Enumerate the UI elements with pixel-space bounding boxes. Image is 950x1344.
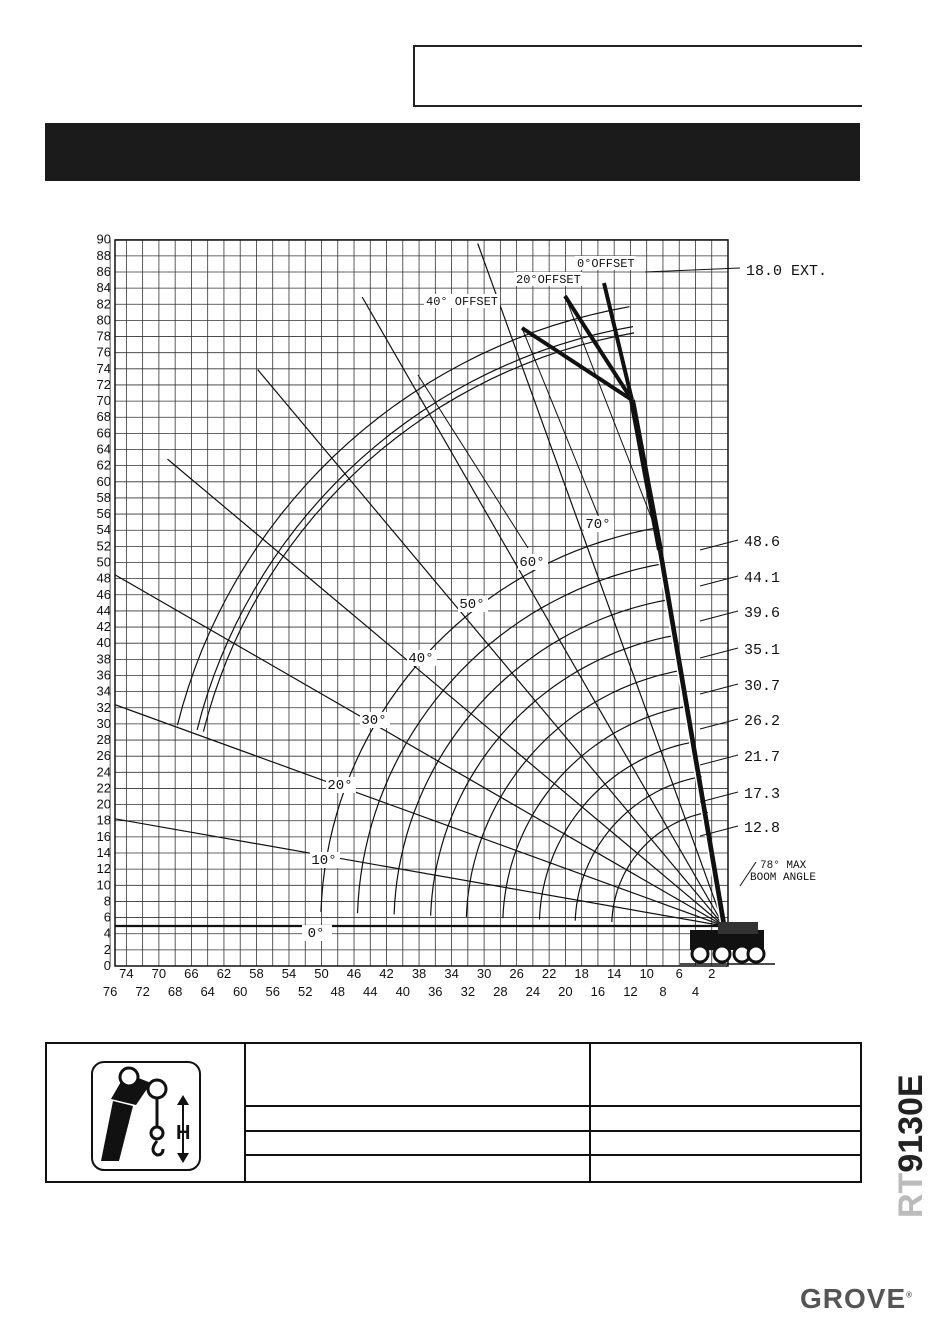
y-tick-label: 88 xyxy=(96,247,111,263)
y-tick-label: 90 xyxy=(96,231,111,247)
y-tick-label: 76 xyxy=(96,344,111,360)
x-tick-label-lower: 4 xyxy=(691,984,700,999)
x-tick-label-lower: 56 xyxy=(265,984,280,999)
y-tick-label: 66 xyxy=(96,425,111,441)
y-tick-label: 8 xyxy=(103,893,111,909)
x-tick-label-lower: 48 xyxy=(330,984,345,999)
y-tick-label: 84 xyxy=(96,280,111,296)
y-tick-label: 18 xyxy=(96,812,111,828)
angle-label: 30° xyxy=(361,713,387,729)
boom-height-icon xyxy=(91,1061,201,1171)
y-tick-label: 42 xyxy=(96,619,111,635)
svg-text:RT9130E: RT9130E xyxy=(892,1074,930,1218)
y-tick-label: 74 xyxy=(96,360,111,376)
y-tick-label: 4 xyxy=(103,925,111,941)
x-tick-label-upper: 54 xyxy=(281,966,297,981)
crane-wheel xyxy=(692,946,708,962)
x-tick-label-upper: 34 xyxy=(444,966,459,981)
boom-length-leader xyxy=(700,576,738,586)
angle-label: 60° xyxy=(519,555,545,571)
boom-length-label: 17.3 xyxy=(744,786,781,803)
boom-length-leader xyxy=(700,611,738,621)
x-tick-label-lower: 76 xyxy=(102,984,118,999)
x-tick-label-lower: 16 xyxy=(590,984,606,999)
boom-length-arc xyxy=(575,777,701,921)
y-tick-label: 26 xyxy=(96,748,111,764)
boom-length-arc xyxy=(466,670,682,917)
boom-length-arc xyxy=(503,706,689,918)
x-tick-label-lower: 12 xyxy=(623,984,638,999)
x-tick-label-upper: 14 xyxy=(606,966,622,981)
x-tick-label-upper: 74 xyxy=(119,966,134,981)
model-side-label xyxy=(878,1040,938,1220)
table-vline-2 xyxy=(589,1044,591,1181)
x-tick-label-lower: 8 xyxy=(659,984,667,999)
y-tick-label: 60 xyxy=(96,473,111,489)
y-tick-label: 32 xyxy=(96,699,111,715)
jib-20-offset xyxy=(565,296,632,400)
boom-length-label: 48.6 xyxy=(744,534,781,551)
y-tick-label: 52 xyxy=(96,538,111,554)
angle-label: 70° xyxy=(585,517,611,533)
y-tick-label: 2 xyxy=(103,941,111,957)
jib-leader xyxy=(565,296,660,540)
table-hline-3 xyxy=(246,1154,860,1156)
x-tick-label-lower: 68 xyxy=(167,984,183,999)
y-tick-label: 34 xyxy=(96,683,111,699)
y-tick-label: 86 xyxy=(96,263,111,279)
y-tick-label: 70 xyxy=(96,393,111,409)
grove-logo: GROVE® xyxy=(800,1283,914,1314)
y-tick-label: 48 xyxy=(96,570,111,586)
crane-wheel xyxy=(748,946,764,962)
x-tick-label-upper: 46 xyxy=(346,966,362,981)
y-tick-label: 46 xyxy=(96,586,111,602)
crane-wheel xyxy=(714,946,730,962)
boom-length-leader xyxy=(700,792,738,802)
extension-arc xyxy=(197,327,633,730)
angle-label: 0° xyxy=(307,926,325,942)
x-tick-label-upper: 22 xyxy=(541,966,557,981)
x-tick-label-upper: 18 xyxy=(574,966,589,981)
x-tick-label-upper: 2 xyxy=(708,966,716,981)
x-tick-label-upper: 6 xyxy=(675,966,683,981)
angle-label: 40° xyxy=(408,651,434,667)
x-tick-label-upper: 26 xyxy=(509,966,524,981)
boom-length-leader xyxy=(700,684,738,694)
x-tick-label-upper: 70 xyxy=(151,966,167,981)
boom-length-leader xyxy=(700,648,738,658)
y-tick-label: 16 xyxy=(96,828,111,844)
axis-ticks xyxy=(97,232,716,999)
x-tick-label-upper: 66 xyxy=(184,966,199,981)
y-tick-label: 62 xyxy=(96,457,111,473)
crane-cab xyxy=(718,922,758,934)
y-tick-label: 0 xyxy=(103,958,111,973)
data-table xyxy=(45,1042,862,1183)
boom-length-label: 39.6 xyxy=(744,605,781,622)
y-tick-label: 40 xyxy=(96,635,111,651)
boom-length-leader xyxy=(700,540,738,550)
x-tick-label-lower: 52 xyxy=(298,984,313,999)
y-tick-label: 72 xyxy=(96,376,111,392)
x-tick-label-lower: 28 xyxy=(493,984,508,999)
y-tick-label: 38 xyxy=(96,651,111,667)
y-tick-label: 30 xyxy=(96,715,111,731)
x-tick-label-lower: 20 xyxy=(558,984,573,999)
x-tick-label-lower: 32 xyxy=(460,984,476,999)
table-hline-2 xyxy=(246,1130,860,1132)
boom-length-label: 35.1 xyxy=(744,642,781,659)
boom-length-label: 44.1 xyxy=(744,570,781,587)
y-tick-label: 36 xyxy=(96,667,111,683)
x-tick-label-lower: 36 xyxy=(428,984,443,999)
y-tick-label: 54 xyxy=(96,522,111,538)
y-tick-label: 58 xyxy=(96,489,111,505)
boom-length-label: 26.2 xyxy=(744,713,781,730)
x-tick-label-upper: 62 xyxy=(216,966,232,981)
y-tick-label: 22 xyxy=(96,780,111,796)
x-tick-label-upper: 42 xyxy=(379,966,394,981)
offset-label: 0°OFFSET xyxy=(577,257,635,271)
y-tick-label: 68 xyxy=(96,409,111,425)
x-tick-label-lower: 24 xyxy=(525,984,541,999)
y-tick-label: 44 xyxy=(96,602,111,618)
y-tick-label: 24 xyxy=(96,764,111,780)
svg-text:H: H xyxy=(176,1122,191,1144)
angle-line xyxy=(258,370,724,926)
x-tick-label-lower: 40 xyxy=(395,984,411,999)
x-tick-label-upper: 50 xyxy=(314,966,329,981)
y-tick-label: 10 xyxy=(96,877,111,893)
ext-leader xyxy=(645,268,740,272)
boom-length-label: 12.8 xyxy=(744,820,781,837)
boom-length-label: 30.7 xyxy=(744,678,781,695)
angle-line xyxy=(478,244,724,926)
ext-label: 18.0 EXT. xyxy=(746,263,828,280)
table-hline-1 xyxy=(246,1105,860,1107)
boom-length-arc xyxy=(612,812,708,922)
y-tick-label: 64 xyxy=(96,441,111,457)
x-tick-label-lower: 72 xyxy=(135,984,150,999)
x-tick-label-upper: 30 xyxy=(476,966,492,981)
angle-label: 10° xyxy=(311,853,337,869)
max-angle-label: 78° MAX xyxy=(760,860,807,872)
angle-label: 50° xyxy=(459,597,485,613)
angle-line xyxy=(94,563,724,926)
y-tick-label: 6 xyxy=(103,909,111,925)
offset-label: 20°OFFSET xyxy=(516,273,581,287)
y-tick-label: 56 xyxy=(96,506,111,522)
boom-length-label: 21.7 xyxy=(744,749,781,766)
y-tick-label: 80 xyxy=(96,312,111,328)
y-tick-label: 50 xyxy=(96,554,111,570)
jib-lattice xyxy=(632,400,660,550)
angle-label: 20° xyxy=(327,778,353,794)
x-tick-label-lower: 44 xyxy=(363,984,378,999)
x-tick-label-lower: 64 xyxy=(200,984,215,999)
boom-length-arc xyxy=(358,564,664,914)
x-tick-label-lower: 60 xyxy=(232,984,248,999)
grid-frame xyxy=(115,240,728,966)
offset-label: 40° OFFSET xyxy=(426,295,499,309)
max-angle-label-2: BOOM ANGLE xyxy=(750,872,817,884)
y-tick-label: 20 xyxy=(96,796,111,812)
y-tick-label: 28 xyxy=(96,732,111,748)
table-vline-1 xyxy=(244,1044,246,1181)
boom-length-arc xyxy=(540,742,696,920)
angle-line xyxy=(167,459,724,926)
chart-labels xyxy=(302,256,827,942)
y-tick-label: 14 xyxy=(96,845,111,861)
y-tick-label: 12 xyxy=(96,861,111,877)
y-tick-label: 78 xyxy=(96,328,111,344)
y-tick-label: 82 xyxy=(96,296,111,312)
x-tick-label-upper: 10 xyxy=(639,966,654,981)
x-tick-label-upper: 38 xyxy=(411,966,427,981)
x-tick-label-upper: 58 xyxy=(249,966,264,981)
